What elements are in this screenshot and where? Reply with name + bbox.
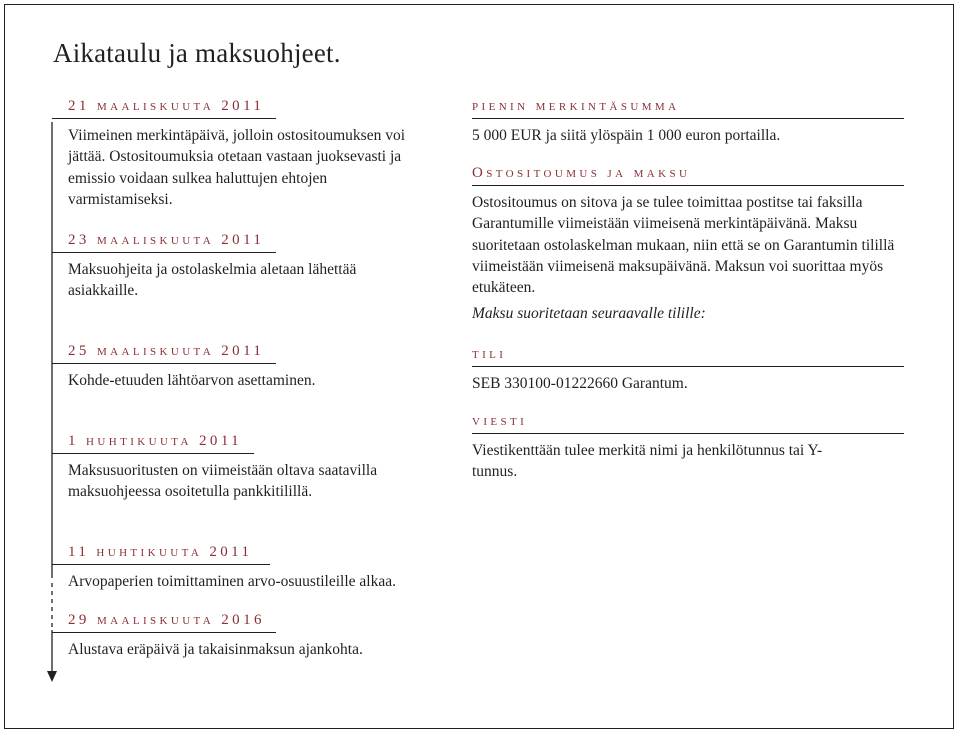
section-rule [472, 185, 904, 186]
commitment-section [472, 163, 904, 325]
timeline-item-5 [68, 542, 488, 592]
timeline-arrow-icon [47, 671, 57, 682]
account-heading: tili [472, 346, 507, 362]
commitment-text: Ostositoumus on sitova ja se tulee toimittaa postitse tai faksilla Garantumille viimeistään viimeisenä merkintäpäivänä. Maksu suoritetaan ostolaskelman mukaan, niin että se on Garantumin tilillä viimeistään viimeisenä maksupäivänä. Maksun voi suorittaa myös etukäteen. [472, 194, 895, 297]
min-subscription-section [472, 96, 904, 146]
message-text: Viestikenttään tulee merkitä nimi ja henkilötunnus tai Y-tunnus. [472, 442, 823, 481]
timeline-text: Viimeinen merkintäpäivä, jolloin ostositoumuksen voi jättää. Ostositoumuksia otetaan vastaan juoksevasti ja emissio voidaan sulkea haluttujen ehtojen varmistamiseksi. [68, 127, 406, 208]
min-subscription-text: 5 000 EUR ja siitä ylöspäin 1 000 euron portailla. [472, 127, 781, 144]
section-rule [472, 366, 904, 367]
timeline-rule [52, 564, 270, 565]
account-text: SEB 330100-01222660 Garantum. [472, 375, 688, 392]
section-rule [472, 433, 904, 434]
timeline-date: 29 maaliskuuta 2016 [68, 612, 265, 628]
commitment-heading: Ostositoumus ja maksu [472, 165, 691, 181]
timeline-date: 25 maaliskuuta 2011 [68, 343, 265, 359]
timeline-date: 21 maaliskuuta 2011 [68, 98, 265, 114]
timeline-text: Arvopaperien toimittaminen arvo-osuustileille alkaa. [68, 573, 396, 590]
timeline-item-1 [68, 96, 420, 210]
section-rule [472, 118, 904, 119]
timeline-item-6 [68, 610, 488, 660]
timeline-text: Maksusuoritusten on viimeistään oltava saatavilla maksuohjeessa osoitetulla pankkitilillä. [68, 462, 378, 501]
timeline-rule [52, 453, 254, 454]
timeline-date: 11 huhtikuuta 2011 [68, 544, 253, 560]
timeline-item-2 [68, 230, 420, 302]
message-heading: viesti [472, 413, 528, 429]
message-section [472, 411, 904, 483]
timeline-item-4 [68, 431, 420, 503]
timeline-text: Kohde-etuuden lähtöarvon asettaminen. [68, 372, 316, 389]
timeline-rule [52, 363, 276, 364]
account-section [472, 344, 904, 394]
timeline-text: Maksuohjeita ja ostolaskelmia aletaan lähettää asiakkaille. [68, 261, 357, 300]
page-title: Aikataulu ja maksuohjeet. [53, 38, 341, 68]
timeline-text: Alustava eräpäivä ja takaisinmaksun ajankohta. [68, 641, 363, 658]
min-subscription-heading: pienin merkintäsumma [472, 98, 680, 114]
timeline-date: 1 huhtikuuta 2011 [68, 433, 243, 449]
timeline-rule [52, 118, 276, 119]
timeline-item-3 [68, 341, 420, 391]
commitment-note: Maksu suoritetaan seuraavalle tilille: [472, 305, 706, 323]
timeline-rule [52, 252, 276, 253]
timeline-rule [52, 632, 276, 633]
timeline-date: 23 maaliskuuta 2011 [68, 232, 265, 248]
